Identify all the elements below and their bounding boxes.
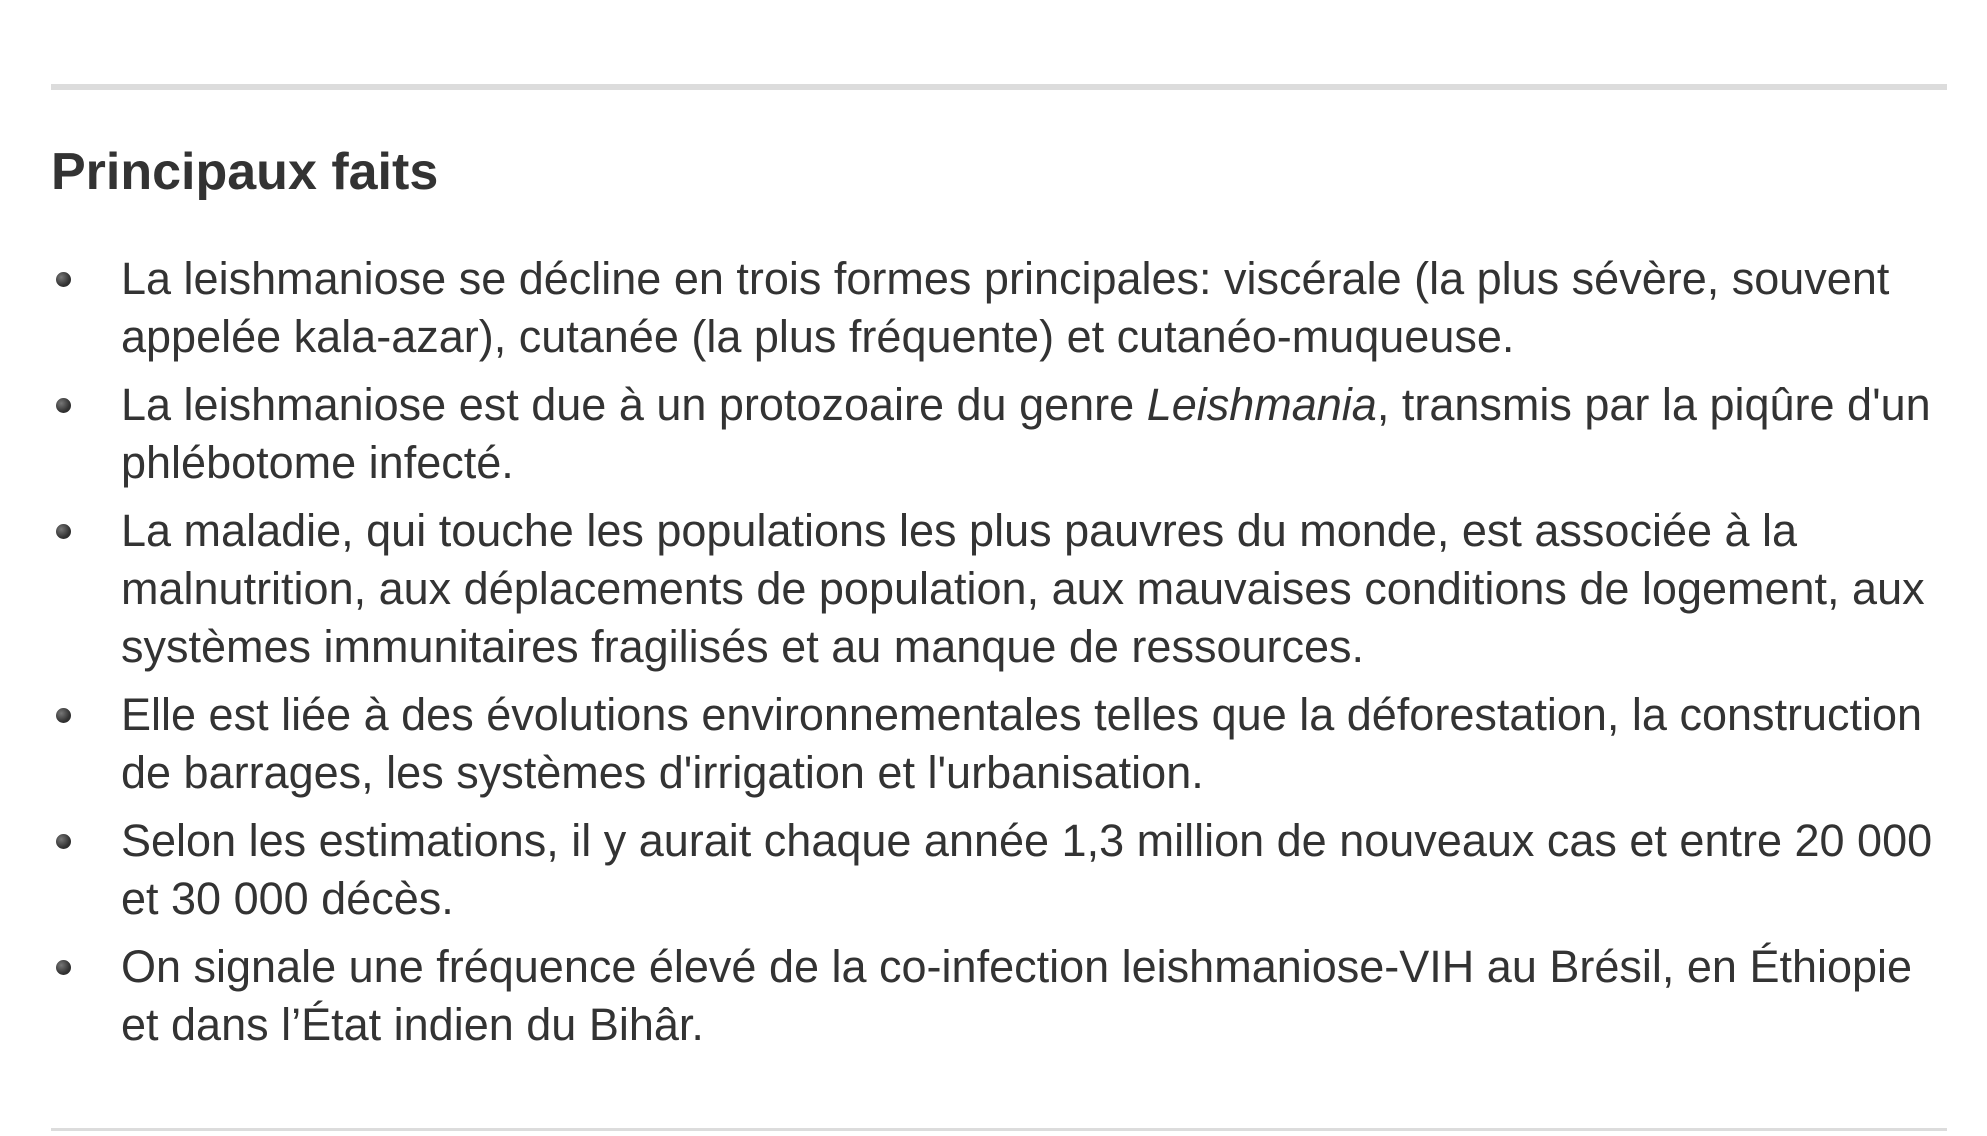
bullet-icon xyxy=(56,272,71,287)
list-item xyxy=(0,686,1960,802)
bottom-divider xyxy=(51,1128,1947,1131)
bullet-icon xyxy=(56,708,71,723)
fact-text-before: La leishmaniose est due à un protozoaire du genre xyxy=(121,379,1147,430)
top-divider xyxy=(51,84,1947,90)
genus-name: Leishmania xyxy=(1146,379,1377,430)
list-item xyxy=(0,502,1960,676)
fact-text: Elle est liée à des évolutions environnementales telles que la déforestation, la construction de barrages, les systèmes d'irrigation et l'urbanisation. xyxy=(121,689,1923,798)
fact-text: Selon les estimations, il y aurait chaque année 1,3 million de nouveaux cas et entre 20 000 et 30 000 décès. xyxy=(121,815,1933,924)
key-facts-list xyxy=(0,250,1960,1064)
bullet-icon xyxy=(56,834,71,849)
bullet-icon xyxy=(56,960,71,975)
list-item xyxy=(0,812,1960,928)
bullet-icon xyxy=(56,524,71,539)
fact-text xyxy=(121,379,1931,488)
section-title: Principaux faits xyxy=(51,143,439,201)
list-item xyxy=(0,938,1960,1054)
fact-text: La leishmaniose se décline en trois formes principales: viscérale (la plus sévère, souvent appelée kala-azar), cutanée (la plus fréquente) et cutanéo-muqueuse. xyxy=(121,253,1890,362)
fact-text: On signale une fréquence élevé de la co-infection leishmaniose-VIH au Brésil, en Éthiopie et dans l’État indien du Bihâr. xyxy=(121,941,1913,1050)
list-item xyxy=(0,376,1960,492)
fact-text: La maladie, qui touche les populations les plus pauvres du monde, est associée à la malnutrition, aux déplacements de population, aux mauvaises conditions de logement, aux systèmes immunitaires fragilisés et au manque de ressources. xyxy=(121,505,1925,672)
fact-text-after: , transmis par la piqûre d'un phlébotome infecté. xyxy=(121,379,1931,488)
list-item xyxy=(0,250,1960,366)
bullet-icon xyxy=(56,398,71,413)
